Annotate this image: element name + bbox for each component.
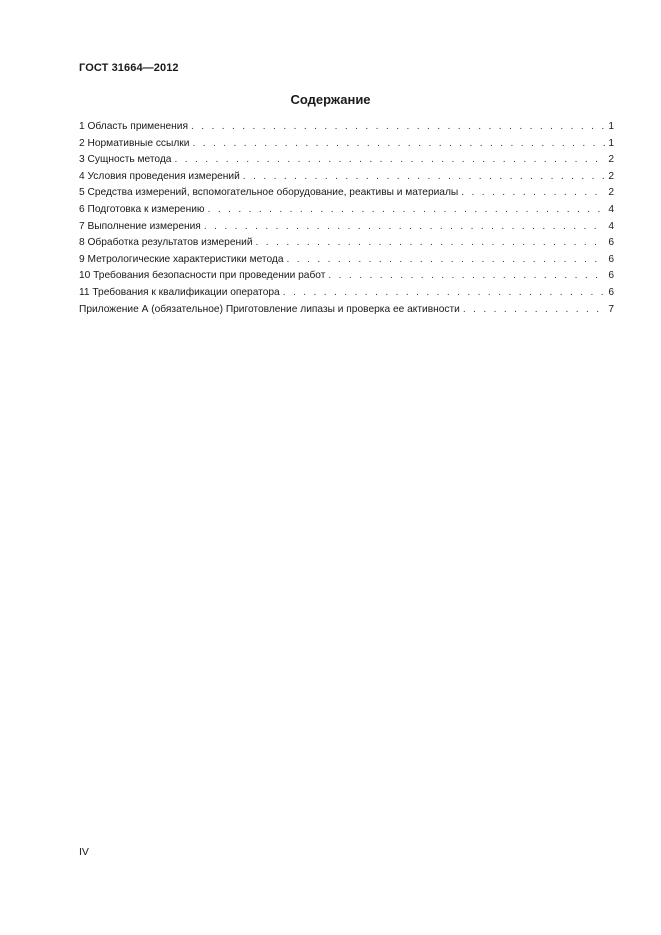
toc-entry[interactable] (79, 169, 614, 186)
toc-leader-dots (463, 302, 605, 319)
toc-entry-label: 7 Выполнение измерения (79, 220, 201, 232)
toc-entry-page: 4 (608, 220, 614, 232)
toc-leader-dots (174, 152, 605, 169)
table-of-contents (79, 119, 614, 318)
toc-entry[interactable] (79, 202, 614, 219)
toc-entry[interactable] (79, 235, 614, 252)
page-number-footer: IV (79, 846, 89, 858)
toc-entry-label: 8 Обработка результатов измерений (79, 237, 253, 249)
toc-entry-page: 6 (608, 270, 614, 282)
toc-entry-page: 2 (608, 170, 614, 182)
toc-entry-label: 10 Требования безопасности при проведении работ (79, 270, 326, 282)
toc-leader-dots (283, 285, 606, 302)
toc-entry-page: 6 (608, 286, 614, 298)
toc-entry-page: 6 (608, 253, 614, 265)
toc-entry[interactable] (79, 185, 614, 202)
toc-leader-dots (191, 119, 605, 136)
toc-entry-page: 4 (608, 203, 614, 215)
page-title: Содержание (290, 92, 371, 107)
toc-entry-label: 11 Требования к квалификации оператора (79, 286, 280, 298)
toc-entry-label: 4 Условия проведения измерений (79, 170, 240, 182)
toc-leader-dots (287, 252, 606, 269)
toc-entry-label: 9 Метрологические характеристики метода (79, 253, 284, 265)
toc-entry[interactable] (79, 152, 614, 169)
toc-entry-label: 3 Сущность метода (79, 154, 172, 166)
toc-entry-label: 1 Область применения (79, 121, 188, 132)
toc-leader-dots (256, 235, 606, 252)
toc-entry-label: Приложение А (обязательное) Приготовление липазы и проверка ее активности (79, 303, 460, 315)
toc-leader-dots (328, 268, 605, 285)
toc-entry[interactable] (79, 268, 614, 285)
toc-entry-label: 2 Нормативные ссылки (79, 137, 190, 149)
toc-entry[interactable] (79, 119, 614, 136)
toc-entry[interactable] (79, 219, 614, 236)
toc-entry-label: 5 Средства измерений, вспомогательное оборудование, реактивы и материалы (79, 187, 459, 199)
toc-entry[interactable] (79, 302, 614, 319)
toc-leader-dots (192, 136, 605, 153)
toc-leader-dots (204, 219, 606, 236)
toc-leader-dots (208, 202, 606, 219)
toc-leader-dots (461, 185, 605, 202)
toc-entry-page: 2 (608, 154, 614, 166)
toc-entry[interactable] (79, 252, 614, 269)
toc-entry[interactable] (79, 136, 614, 153)
toc-entry-page: 1 (608, 137, 614, 149)
toc-entry-page: 1 (608, 121, 614, 132)
toc-entry-page: 2 (608, 187, 614, 199)
standard-code-header: ГОСТ 31664—2012 (79, 62, 179, 74)
toc-entry-page: 7 (608, 303, 614, 315)
toc-entry[interactable] (79, 285, 614, 302)
toc-entry-page: 6 (608, 237, 614, 249)
toc-leader-dots (243, 169, 606, 186)
toc-entry-label: 6 Подготовка к измерению (79, 203, 205, 215)
